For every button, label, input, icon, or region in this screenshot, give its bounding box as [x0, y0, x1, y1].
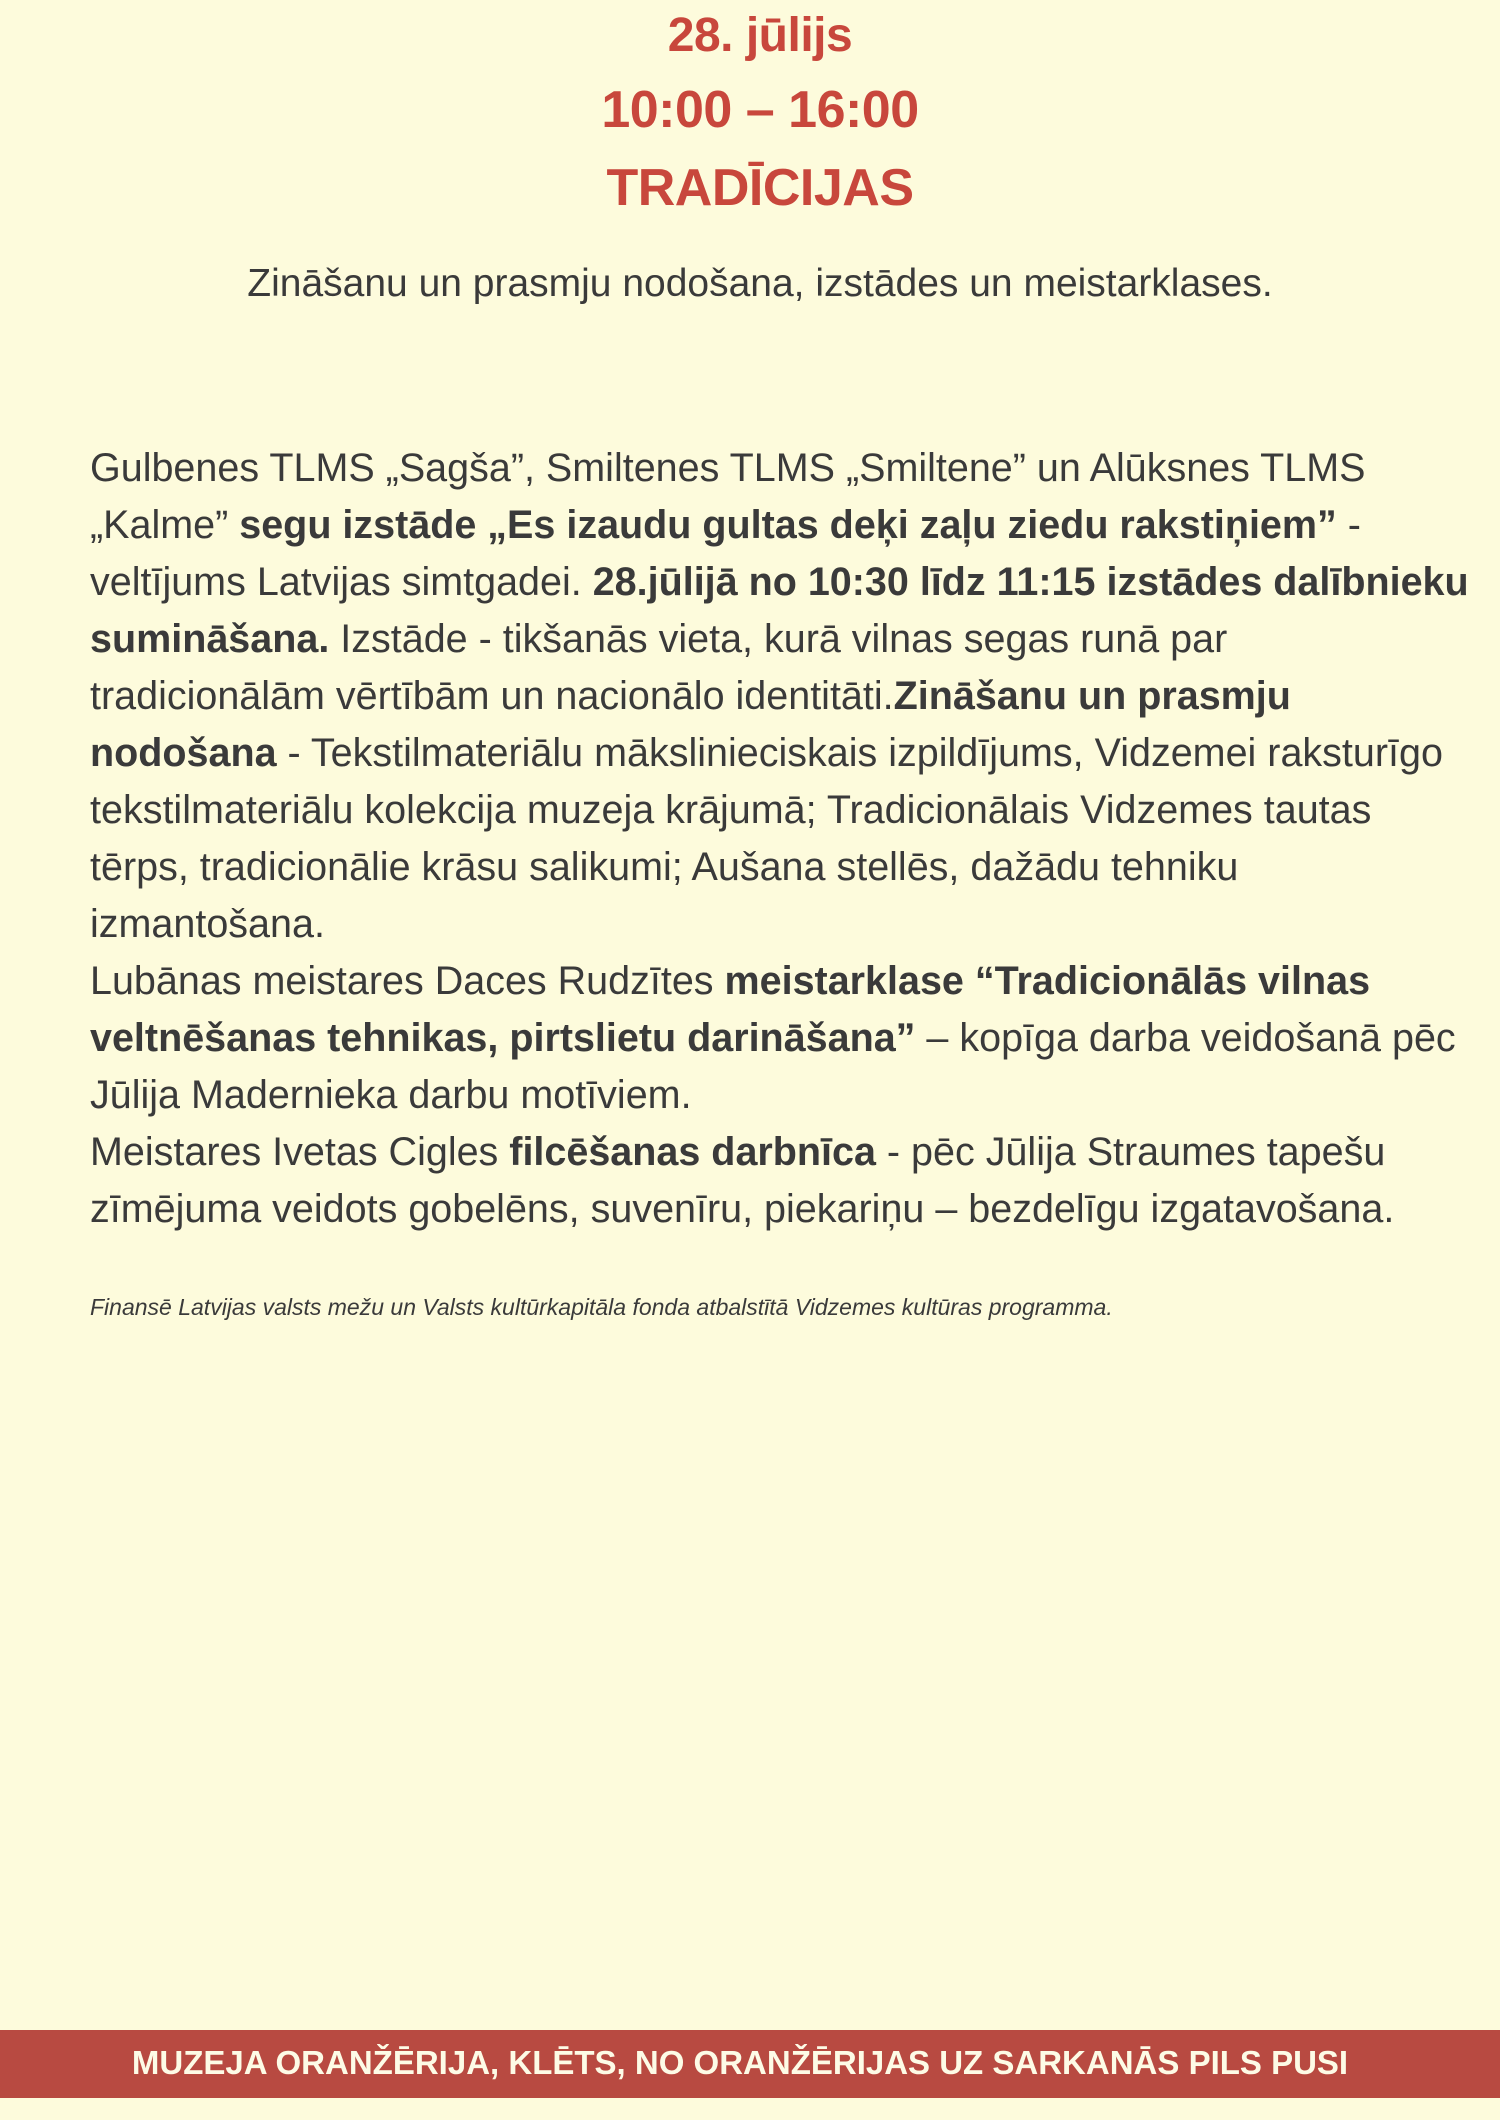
text-bold: meistarklase “Tradicionālās vilnas veltnēšanas tehnikas, pirtslietu darināšana” — [90, 959, 1371, 1060]
event-time: 10:00 – 16:00 — [601, 81, 919, 139]
text-bold: segu izstāde „Es izaudu gultas deķi zaļu ziedu rakstiņiem” — [239, 503, 1337, 547]
event-date: 28. jūlijs — [667, 9, 853, 62]
paragraph-masterclass — [90, 953, 1470, 1124]
text-bold: Zināšanu un prasmju nodošana — [90, 674, 1291, 775]
funding-note: Finansē Latvijas valsts mežu un Valsts kultūrkapitāla fonda atbalstītā Vidzemes kultūras programma. — [90, 1294, 1113, 1320]
text-segment: Meistares Ivetas Cigles — [90, 1130, 510, 1174]
paragraph-workshop — [90, 1124, 1470, 1238]
event-description — [90, 440, 1470, 1238]
text-segment: – kopīga darba veidošanā pēc Jūlija Madernieka darbu motīviem. — [90, 1016, 1456, 1117]
text-segment: - veltījums Latvijas simtgadei. — [90, 503, 1361, 604]
text-segment: - pēc Jūlija Straumes tapešu zīmējuma veidots gobelēns, suvenīru, piekariņu – bezdelīgu izgatavošana. — [90, 1130, 1395, 1231]
text-bold: 28.jūlijā no 10:30 līdz 11:15 izstādes dalībnieku sumināšana. — [90, 560, 1469, 661]
paragraph-exhibition — [90, 440, 1470, 953]
location-footer: MUZEJA ORANŽĒRIJA, KLĒTS, NO ORANŽĒRIJAS UZ SARKANĀS PILS PUSI — [131, 2044, 1349, 2081]
text-segment: Gulbenes TLMS „Sagša”, Smiltenes TLMS „Smiltene” un Alūksnes TLMS „Kalme” — [90, 446, 1366, 547]
text-bold: filcēšanas darbnīca — [509, 1130, 876, 1174]
text-segment: Lubānas meistares Daces Rudzītes — [90, 959, 725, 1003]
event-subtitle: Zināšanu un prasmju nodošana, izstādes un meistarklases. — [247, 262, 1273, 305]
event-title: TRADĪCIJAS — [606, 159, 914, 217]
text-segment: - Tekstilmateriālu mākslinieciskais izpildījums, Vidzemei raksturīgo tekstilmateriālu kolekcija muzeja krājumā; Tradicionālais Vidzemes tautas tērps, tradicionālie krāsu salikumi; Aušana stellēs, dažādu tehniku izmantošana. — [90, 731, 1443, 946]
text-segment: Izstāde - tikšanās vieta, kurā vilnas segas runā par tradicionālām vērtībām un nacionālo identitāti. — [90, 617, 1228, 718]
